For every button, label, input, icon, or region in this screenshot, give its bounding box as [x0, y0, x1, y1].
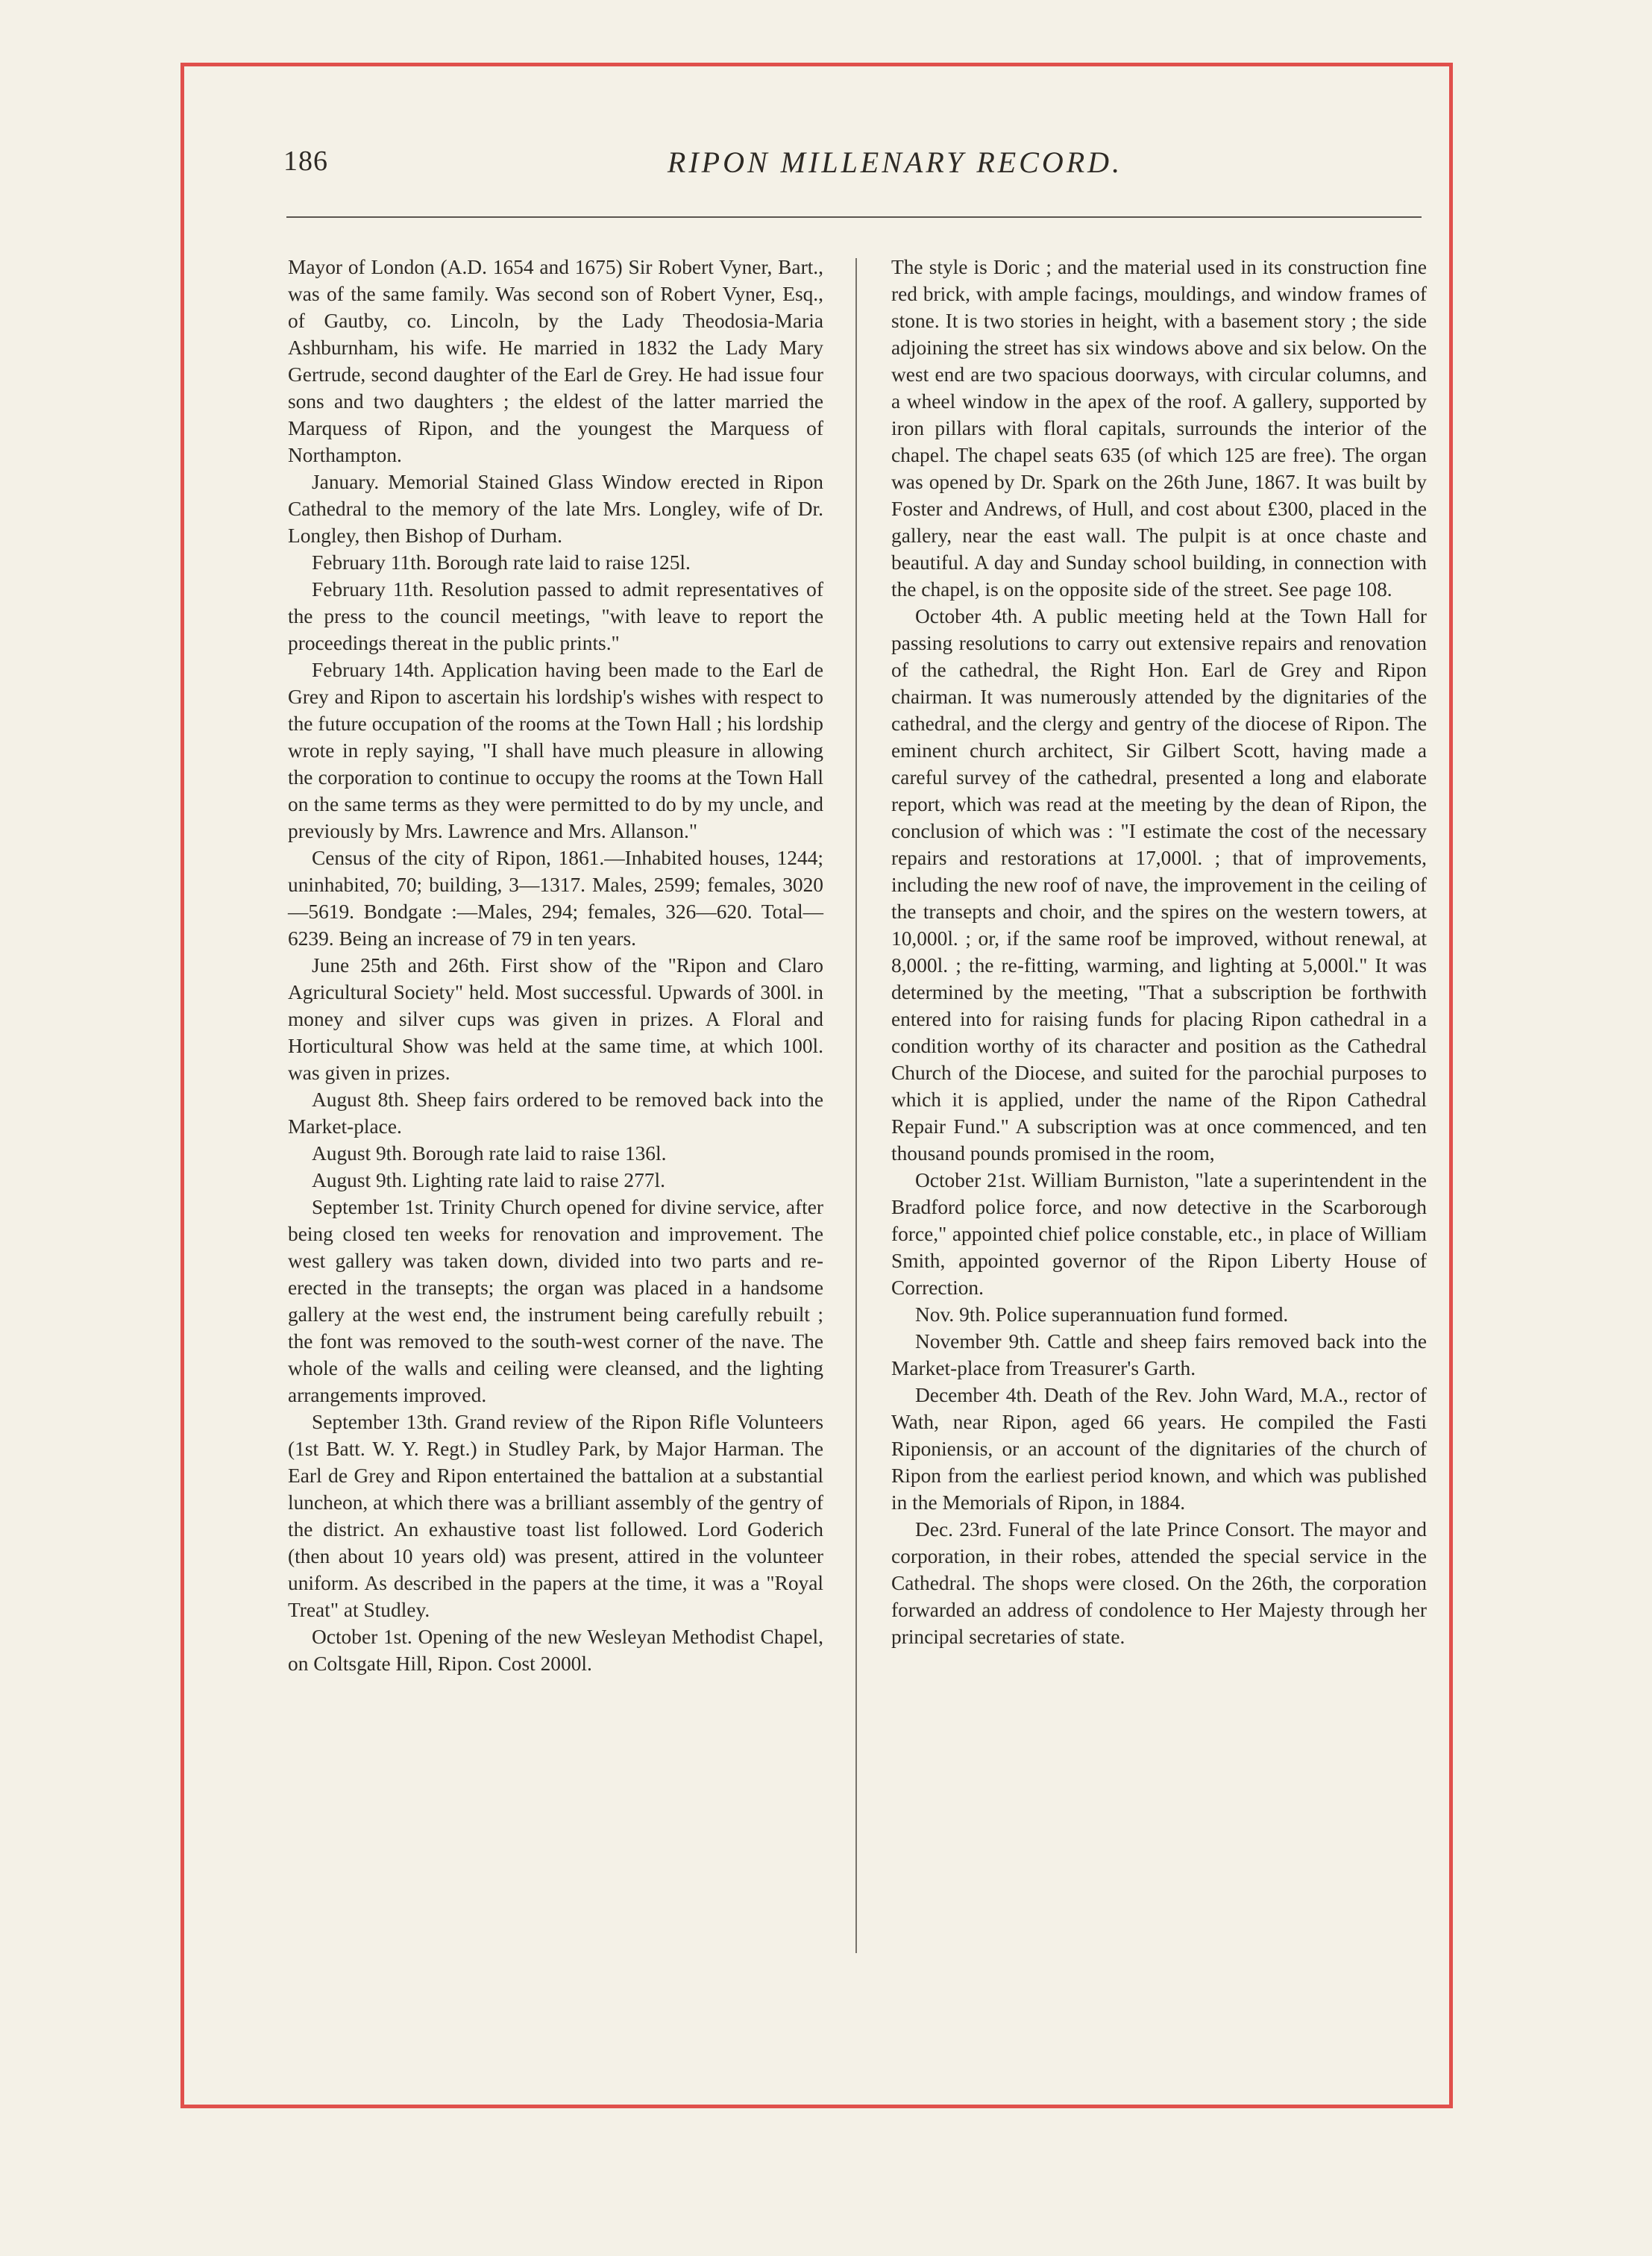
left-column [288, 254, 823, 1677]
paragraph: Census of the city of Ripon, 1861.—Inhabited houses, 1244; uninhabited, 70; building, 3—1317. Males, 2599; females, 3020—5619. Bondgate :—Males, 294; females, 326—620. Total—6239. Being an increase of 79 in ten years. [288, 847, 823, 950]
paragraph: February 14th. Application having been made to the Earl de Grey and Ripon to ascertain his lordship's wishes with respect to the future occupation of the rooms at the Town Hall ; his lordship wrote in reply saying, "I shall have much pleasure in allowing the corporation to continue to occupy the rooms at the Town Hall on the same terms as they were permitted to do by my uncle, and previously by Mrs. Lawrence and Mrs. Allanson." [288, 659, 823, 842]
paragraph: January. Memorial Stained Glass Window erected in Ripon Cathedral to the memory of the late Mrs. Longley, wife of Dr. Longley, then Bishop of Durham. [288, 471, 823, 547]
paragraph: Mayor of London (A.D. 1654 and 1675) Sir Robert Vyner, Bart., was of the same family. Was second son of Robert Vyner, Esq., of Gautby, co. Lincoln, by the Lady Theodosia-Maria Ashburnham, his wife. He married in 1832 the Lady Mary Gertrude, second daughter of the Earl de Grey. He had issue four sons and two daughters ; the eldest of the latter married the Marquess of Ripon, and the youngest the Marquess of Northampton. [288, 256, 823, 466]
paragraph: June 25th and 26th. First show of the "Ripon and Claro Agricultural Society" held. Most successful. Upwards of 300l. in money and silver cups was given in prizes. A Floral and Horticultural Show was held at the same time, at which 100l. was given in prizes. [288, 954, 823, 1084]
paragraph: February 11th. Borough rate laid to raise 125l. [312, 551, 691, 574]
paragraph: February 11th. Resolution passed to admit representatives of the press to the council meetings, "with leave to report the proceedings thereat in the public prints." [288, 578, 823, 654]
header-rule [286, 216, 1422, 218]
paragraph: August 8th. Sheep fairs ordered to be removed back into the Market-place. [288, 1088, 823, 1138]
paragraph: October 4th. A public meeting held at the Town Hall for passing resolutions to carry out extensive repairs and renovation of the cathedral, the Right Hon. Earl de Grey and Ripon chairman. It was numerously attended by the dignitaries of the cathedral, and the clergy and gentry of the diocese of Ripon. The eminent church architect, Sir Gilbert Scott, having made a careful survey of the cathedral, presented a long and elaborate report, which was read at the meeting by the dean of Ripon, the conclusion of which was : "I estimate the cost of the necessary repairs and restorations at 17,000l. ; that of improvements, including the new roof of nave, the improvement in the ceiling of the transepts and choir, and the spires on the western towers, at 10,000l. ; or, if the same roof be improved, without renewal, at 8,000l. ; the re-fitting, warming, and lighting at 5,000l." It was determined by the meeting, "That a subscription be forthwith entered into for raising funds for placing Ripon cathedral in a condition worthy of its character and position as the Cathedral Church of the Diocese, and suited for the parochial purposes to which it is applied, under the name of the Ripon Cathedral Repair Fund." A subscription was at once commenced, and ten thousand pounds promised in the room, [891, 605, 1427, 1165]
paragraph: Dec. 23rd. Funeral of the late Prince Consort. The mayor and corporation, in their robes, attended the special service in the Cathedral. The shops were closed. On the 26th, the corporation forwarded an address of condolence to Her Majesty through her principal secretaries of state. [891, 1518, 1427, 1648]
page-number: 186 [283, 145, 328, 177]
paragraph: August 9th. Lighting rate laid to raise 277l. [312, 1169, 665, 1191]
paragraph: September 13th. Grand review of the Ripon Rifle Volunteers (1st Batt. W. Y. Regt.) in Studley Park, by Major Harman. The Earl de Grey and Ripon entertained the battalion at a substantial luncheon, at which there was a brilliant assembly of the gentry of the district. An exhaustive toast list followed. Lord Goderich (then about 10 years old) was present, attired in the volunteer uniform. As described in the papers at the time, it was a "Royal Treat" at Studley. [288, 1411, 823, 1621]
paragraph: Nov. 9th. Police superannuation fund formed. [915, 1303, 1289, 1326]
paragraph: October 1st. Opening of the new Wesleyan Methodist Chapel, on Coltsgate Hill, Ripon. Cost 2000l. [288, 1626, 823, 1675]
paragraph: October 21st. William Burniston, "late a superintendent in the Bradford police force, and now detective in the Scarborough force," appointed chief police constable, etc., in place of William Smith, appointed governor of the Ripon Liberty House of Correction. [891, 1169, 1427, 1299]
paragraph: August 9th. Borough rate laid to raise 136l. [312, 1142, 667, 1165]
column-divider [855, 258, 857, 1953]
running-title: RIPON MILLENARY RECORD. [667, 145, 1123, 179]
paragraph: September 1st. Trinity Church opened for divine service, after being closed ten weeks for renovation and improvement. The west gallery was taken down, divided into two parts and re-erected in the transepts; the organ was placed in a handsome gallery at the west end, the instrument being carefully rebuilt ; the font was removed to the south-west corner of the nave. The whole of the walls and ceiling were cleansed, and the lighting arrangements improved. [288, 1196, 823, 1406]
paragraph: The style is Doric ; and the material used in its construction fine red brick, with ample facings, mouldings, and window frames of stone. It is two stories in height, with a basement story ; the side adjoining the street has six windows above and six below. On the west end are two spacious doorways, with circular columns, and a wheel window in the apex of the roof. A gallery, supported by iron pillars with floral capitals, surrounds the interior of the chapel. The chapel seats 635 (of which 125 are free). The organ was opened by Dr. Spark on the 26th June, 1867. It was built by Foster and Andrews, of Hull, and cost about £300, placed in the gallery, near the east wall. The pulpit is at once chaste and beautiful. A day and Sunday school building, in connection with the chapel, is on the opposite side of the street. See page 108. [891, 256, 1427, 601]
paragraph: December 4th. Death of the Rev. John Ward, M.A., rector of Wath, near Ripon, aged 66 years. He compiled the Fasti Riponiensis, or an account of the dignitaries of the church of Ripon from the earliest period known, and which was published in the Memorials of Ripon, in 1884. [891, 1384, 1427, 1514]
paragraph: November 9th. Cattle and sheep fairs removed back into the Market-place from Treasurer's Garth. [891, 1330, 1427, 1379]
right-column [891, 254, 1427, 1650]
